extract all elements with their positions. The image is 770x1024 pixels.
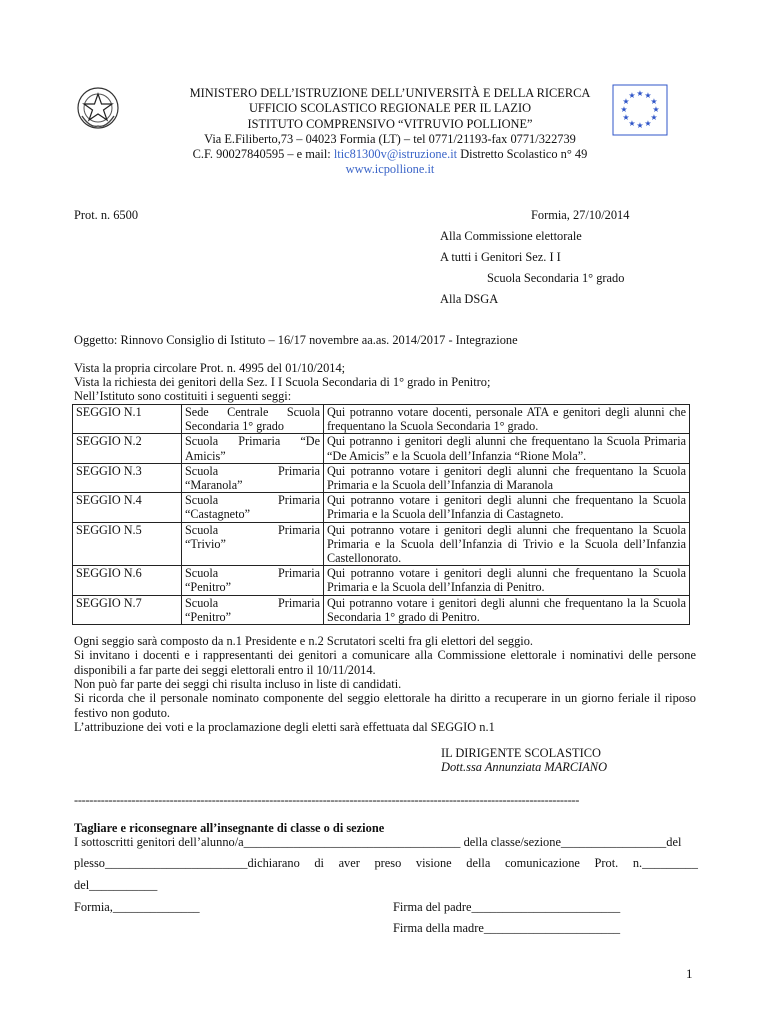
email-link[interactable]: ltic81300v@istruzione.it (333, 147, 458, 162)
sede-line-2: “Trivio” (185, 536, 226, 551)
slip-word: visione (415, 856, 452, 870)
signature-name: Dott.ssa Annunziata MARCIANO (441, 760, 608, 774)
sede-cell (182, 522, 324, 566)
place-date: Formia, 27/10/2014 (531, 208, 630, 222)
sede-cell (182, 463, 324, 492)
description-cell: Qui potranno votare i genitori degli alunni che frequentano la Scuola Primaria e la Scuola dell’Infanzia di Castagneto. (324, 493, 690, 522)
slip-word: Prot. (594, 856, 619, 870)
seggio-cell: SEGGIO N.7 (73, 595, 182, 624)
slip-formia: Formia,______________ (74, 900, 200, 914)
regional-office: UFFICIO SCOLASTICO REGIONALE PER IL LAZIO (248, 101, 532, 116)
seggio-cell: SEGGIO N.3 (73, 463, 182, 492)
school-address: Via E.Filiberto,73 – 04023 Formia (LT) – tel 0771/21193-fax 0771/322739 (204, 131, 576, 146)
slip-word: di (314, 856, 324, 870)
description-cell: Qui potranno votare i genitori degli alunni che frequentano la Scuola Primaria e la Scuola dell’Infanzia di Trivio e la Scuola dell’Infanzia Castellonorato. (324, 522, 690, 566)
italian-republic-emblem-icon (76, 86, 120, 130)
table-row (73, 493, 690, 522)
seggio-cell: SEGGIO N.1 (73, 405, 182, 434)
slip-line-3: del___________ (74, 878, 158, 892)
table-row (73, 405, 690, 434)
svg-text:★: ★ (652, 105, 660, 114)
paragraph-recovery: Si ricorda che il personale nominato componente del seggio elettorale ha diritto a recuperare in un giorno feriale il riposo festivo non goduto. (74, 691, 696, 720)
slip-line-1: I sottoscritti genitori dell’alunno/a___________________________________ della classe/sezione_________________del (74, 835, 682, 849)
description-cell: Qui potranno votare i genitori degli alunni che frequentano la Scuola Primaria e la Scuola dell’Infanzia di Penitro. (324, 566, 690, 595)
description-cell: Qui potranno votare i genitori degli alunni che frequentano la Scuola Primaria e la Scuola dell’Infanzia di Maranola (324, 463, 690, 492)
svg-text:★: ★ (622, 97, 630, 106)
sede-line-1: Scuola Primaria “De (185, 434, 320, 449)
recipient-parents: A tutti i Genitori Sez. I I (440, 250, 561, 264)
description-cell: Qui potranno votare docenti, personale ATA e genitori degli alunni che frequentano la Scuola Secondaria 1° grado. (324, 405, 690, 434)
seggio-cell: SEGGIO N.6 (73, 566, 182, 595)
sede-line-1: Scuola Primaria (185, 493, 320, 508)
intro-line-2: Vista la richiesta dei genitori della Sez. I I Scuola Secondaria di 1° grado in Penitro; (74, 375, 491, 389)
intro-line-3: Nell’Istituto sono costituiti i seguenti seggi: (74, 389, 292, 403)
polling-stations-table (72, 404, 690, 625)
school-name: ISTITUTO COMPRENSIVO “VITRUVIO POLLIONE” (247, 116, 533, 131)
svg-text:★: ★ (636, 89, 644, 98)
letterhead (120, 86, 660, 178)
slip-word: comunicazione (504, 856, 580, 870)
seggio-cell: SEGGIO N.5 (73, 522, 182, 566)
paragraph-candidates: Non può far parte dei seggi chi risulta incluso in liste di candidati. (74, 677, 402, 691)
paragraph-attribution: L’attribuzione dei voti e la proclamazione degli eletti sarà effettuata dal SEGGIO n.1 (74, 720, 495, 734)
table-row (73, 566, 690, 595)
paragraph-composition: Ogni seggio sarà composto da n.1 Presidente e n.2 Scrutatori scelti fra gli elettori del seggio. (74, 634, 534, 648)
recipient-dsga: Alla DSGA (440, 292, 499, 306)
intro-line-1: Vista la propria circolare Prot. n. 4995 del 01/10/2014; (74, 361, 346, 375)
sede-cell (182, 405, 324, 434)
sede-line-2: “Castagneto” (185, 507, 250, 522)
protocol-number: Prot. n. 6500 (74, 208, 139, 222)
sede-line-1: Scuola Primaria (185, 522, 320, 537)
slip-word: preso (374, 856, 402, 870)
website-link[interactable]: www.icpollione.it (345, 162, 435, 177)
seggio-cell: SEGGIO N.2 (73, 434, 182, 463)
sede-cell (182, 434, 324, 463)
sede-line-1: Scuola Primaria (185, 595, 320, 610)
table-row (73, 595, 690, 624)
slip-word: aver (338, 856, 360, 870)
signature-title: IL DIRIGENTE SCOLASTICO (441, 746, 601, 760)
recipient-commission: Alla Commissione elettorale (440, 229, 582, 243)
sede-line-2: Secondaria 1° grado (185, 419, 284, 434)
slip-word: della (466, 856, 491, 870)
father-signature: Firma del padre________________________ (393, 900, 621, 914)
cut-line: ------------------------------------------------------------------------------------------------------------------------------------ (74, 793, 580, 807)
recipient-school: Scuola Secondaria 1° grado (487, 271, 625, 285)
sede-cell (182, 493, 324, 522)
sede-line-2: Amicis” (185, 448, 226, 463)
svg-text:★: ★ (628, 119, 636, 128)
svg-text:★: ★ (650, 97, 658, 106)
table-row (73, 434, 690, 463)
seggio-cell: SEGGIO N.4 (73, 493, 182, 522)
sede-line-2: “Maranola” (185, 478, 243, 493)
sede-cell (182, 566, 324, 595)
subject-line: Oggetto: Rinnovo Consiglio di Istituto – 16/17 novembre aa.as. 2014/2017 - Integrazione (74, 333, 518, 347)
mother-signature: Firma della madre______________________ (393, 921, 621, 935)
paragraph-invitation: Si invitano i docenti e i rappresentanti dei genitori a comunicare alla Commissione elettorale i nominativi delle persone disponibili a far parte dei seggi elettorali entro il 10/11/2014. (74, 648, 696, 677)
svg-text:★: ★ (650, 113, 658, 122)
slip-line-2 (74, 856, 698, 871)
table-row (73, 522, 690, 566)
slip-heading: Tagliare e riconsegnare all’insegnante di classe o di sezione (74, 821, 385, 835)
sede-line-2: “Penitro” (185, 580, 232, 595)
description-cell: Qui potranno i genitori degli alunni che frequentano la Scuola Primaria “De Amicis” e la Scuola dell’Infanzia “Rione Mola”. (324, 434, 690, 463)
description-cell: Qui potranno votare i genitori degli alunni che frequentano la la Scuola Secondaria 1° grado di Penitro. (324, 595, 690, 624)
sede-line-1: Scuola Primaria (185, 566, 320, 581)
table-row (73, 463, 690, 492)
slip-plesso: plesso_______________________dichiarano (74, 856, 300, 870)
school-district: Distretto Scolastico n° 49 (457, 147, 588, 162)
svg-text:★: ★ (620, 105, 628, 114)
tax-code: C.F. 90027840595 – e mail: (192, 147, 334, 162)
slip-protocol-blank: n._________ (632, 856, 698, 870)
sede-line-1: Sede Centrale Scuola (185, 405, 320, 419)
sede-line-2: “Penitro” (185, 609, 232, 624)
svg-text:★: ★ (622, 113, 630, 122)
page-number: 1 (686, 966, 693, 981)
tax-email-line (120, 147, 660, 162)
svg-text:★: ★ (636, 121, 644, 130)
svg-text:★: ★ (644, 91, 652, 100)
sede-cell (182, 595, 324, 624)
sede-line-1: Scuola Primaria (185, 463, 320, 478)
svg-text:★: ★ (628, 91, 636, 100)
svg-text:★: ★ (644, 119, 652, 128)
ministry-name: MINISTERO DELL’ISTRUZIONE DELL’UNIVERSITÀ E DELLA RICERCA (189, 86, 591, 100)
